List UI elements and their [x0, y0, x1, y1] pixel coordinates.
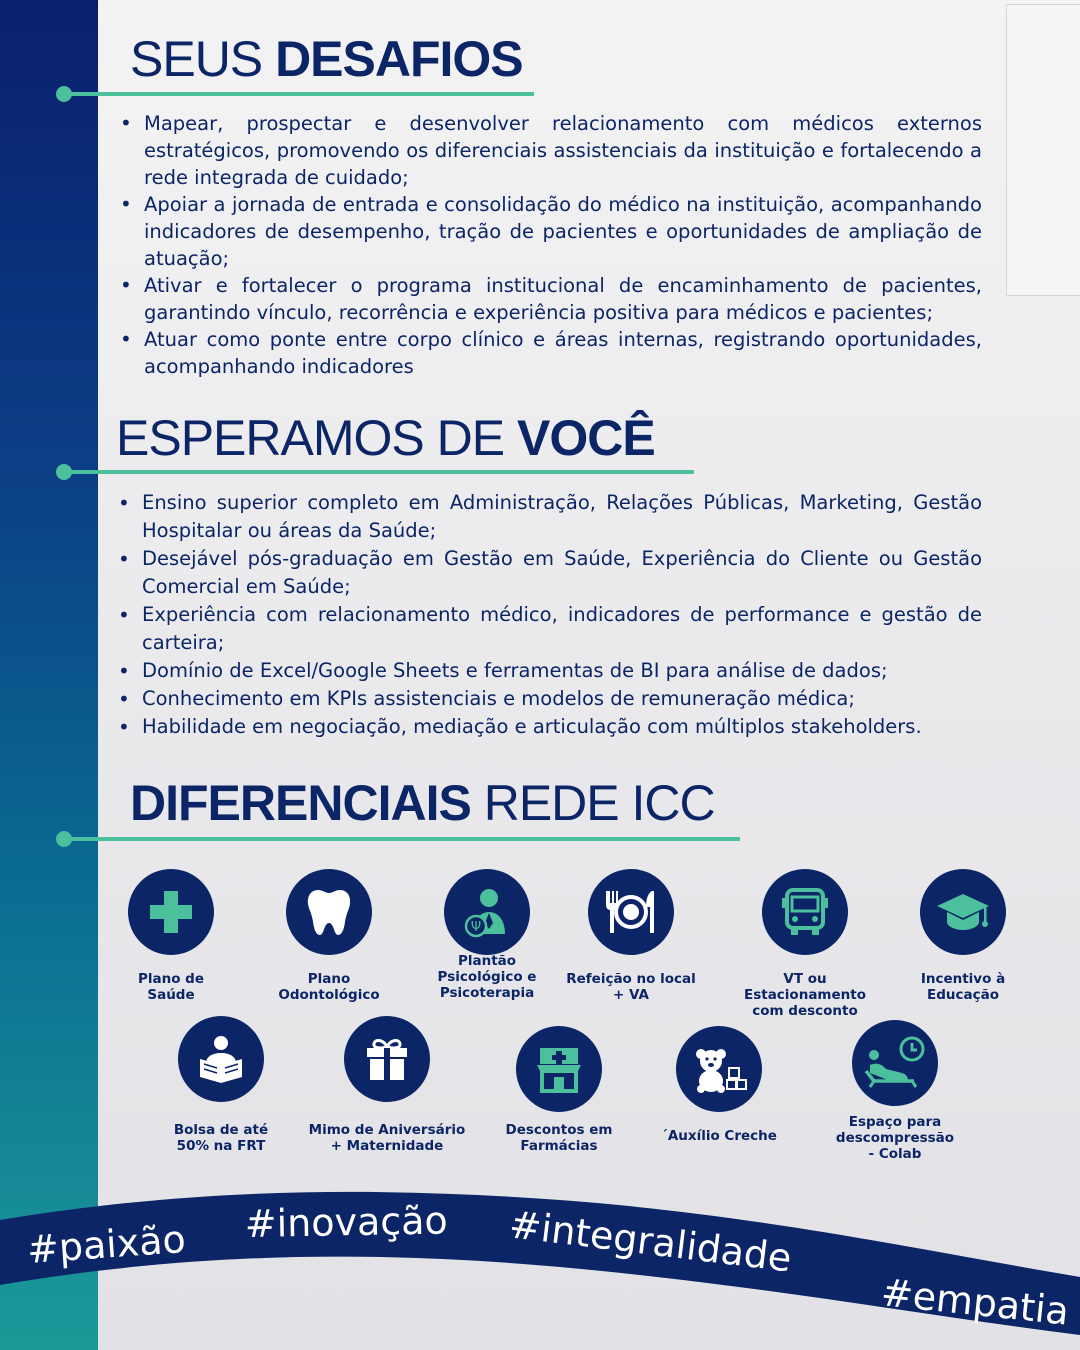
benefit-label: Plantão Psicológico e Psicoterapia [437, 953, 537, 1001]
section-divider [64, 837, 740, 841]
list-item: • Domínio de Excel/Google Sheets e ferramentas de BI para análise de dados; [142, 657, 982, 685]
gift-icon [344, 1016, 430, 1102]
esperamos-list [142, 489, 982, 741]
title-bold: VOCÊ [517, 410, 655, 466]
hashtag-paixao: #paixão [25, 1217, 188, 1272]
lounge-chair-icon [852, 1020, 938, 1106]
benefit-label: Plano de Saúde [137, 971, 205, 1003]
list-item: • Mapear, prospectar e desenvolver relacionamento com médicos externos estratégicos, promovendo os diferenciais assistenciais da instituição e fortalecendo a rede integrada de cuidado; [144, 110, 982, 191]
benefit-label: Incentivo à Educação [920, 971, 1006, 1003]
benefit-farmacias [474, 1026, 644, 1154]
psychologist-icon [444, 869, 530, 955]
list-item: • Apoiar a jornada de entrada e consolidação do médico na instituição, acompanhando indicadores de desempenho, tração de pacientes e oportunidades de ampliação de atuação; [144, 191, 982, 272]
benefit-bolsa [136, 1016, 306, 1154]
hashtag-banner [0, 1185, 1080, 1350]
benefit-label: Bolsa de até 50% na FRT [173, 1122, 269, 1154]
title-light: REDE ICC [470, 775, 715, 831]
section-divider [64, 92, 534, 96]
section-title-desafios [130, 31, 523, 87]
graduation-cap-icon [920, 869, 1006, 955]
list-item: • Ativar e fortalecer o programa institucional de encaminhamento de pacientes, garantindo vínculo, recorrência e experiência positiva para médicos e pacientes; [144, 272, 982, 326]
benefit-educacao [878, 869, 1048, 1003]
section-divider [64, 470, 694, 474]
bus-icon [762, 869, 848, 955]
list-item: • Conhecimento em KPIs assistenciais e modelos de remuneração médica; [142, 685, 982, 713]
benefit-refeicao [546, 869, 716, 1003]
divider-dot [56, 464, 72, 480]
desafios-list [144, 110, 982, 380]
svg-text:Ψ: Ψ [470, 920, 482, 935]
benefit-label: Descontos em Farmácias [505, 1122, 613, 1154]
benefit-transporte [720, 869, 890, 1019]
benefit-label: Espaço para descompressão - Colab [835, 1114, 955, 1162]
pharmacy-icon [516, 1026, 602, 1112]
list-item: • Experiência com relacionamento médico, indicadores de performance e gestão de carteira; [142, 601, 982, 657]
benefit-label: ´Auxílio Creche [661, 1128, 777, 1144]
benefit-label: Mimo de Aniversário + Maternidade [308, 1122, 466, 1154]
title-light: ESPERAMOS DE [116, 410, 517, 466]
left-gradient-bar [0, 0, 98, 1350]
hashtag-empatia: #empatia [879, 1270, 1072, 1334]
title-bold: DESAFIOS [275, 31, 523, 87]
benefit-plano-odonto [244, 869, 414, 1003]
plate-cutlery-icon [588, 869, 674, 955]
benefit-mimo [302, 1016, 472, 1154]
benefit-plano-saude [86, 869, 256, 1003]
teddy-bear-icon [676, 1026, 762, 1112]
section-title-esperamos [116, 410, 655, 466]
list-item: • Atuar como ponte entre corpo clínico e áreas internas, registrando oportunidades, acompanhando indicadores [144, 326, 982, 380]
benefit-creche [634, 1026, 804, 1144]
benefit-label: Plano Odontológico [278, 971, 380, 1003]
corner-card [1006, 4, 1080, 296]
divider-dot [56, 86, 72, 102]
tooth-icon [286, 869, 372, 955]
benefit-label: Refeição no local + VA [566, 971, 696, 1003]
divider-dot [56, 831, 72, 847]
list-item: • Habilidade em negociação, mediação e articulação com múltiplos stakeholders. [142, 713, 982, 741]
list-item: • Ensino superior completo em Administração, Relações Públicas, Marketing, Gestão Hospitalar ou áreas da Saúde; [142, 489, 982, 545]
hashtag-integralidade: #integralidade [506, 1202, 794, 1281]
title-bold: DIFERENCIAIS [130, 775, 471, 831]
plus-icon [128, 869, 214, 955]
list-item: • Desejável pós-graduação em Gestão em Saúde, Experiência do Cliente ou Gestão Comercial em Saúde; [142, 545, 982, 601]
title-light: SEUS [130, 31, 276, 87]
section-title-diferenciais [130, 775, 715, 831]
benefit-espaco [810, 1020, 980, 1162]
hashtag-inovacao: #inovação [244, 1198, 449, 1246]
reading-student-icon [178, 1016, 264, 1102]
benefit-label: VT ou Estacionamento com desconto [743, 971, 866, 1019]
